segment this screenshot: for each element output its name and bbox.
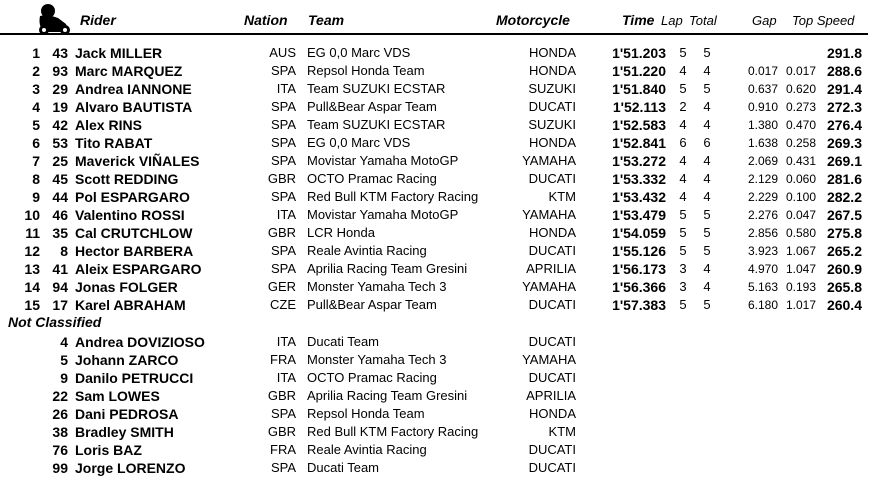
gap-leader-cell: 2.856 xyxy=(747,226,778,240)
gap-leader-cell: 3.923 xyxy=(747,244,778,258)
position-cell: 9 xyxy=(32,189,40,205)
rider-number-cell: 9 xyxy=(60,370,68,386)
rider-number-cell: 5 xyxy=(60,352,68,368)
motorcycle-cell: KTM xyxy=(548,189,576,204)
time-cell: 1'52.583 xyxy=(612,117,666,133)
motorcycle-cell: APRILIA xyxy=(526,261,576,276)
gap-leader-cell: 5.163 xyxy=(747,280,778,294)
top-speed-cell: 260.4 xyxy=(826,297,862,313)
nation-cell: FRA xyxy=(270,442,296,457)
table-row xyxy=(0,388,878,406)
top-speed-cell: 265.2 xyxy=(826,243,862,259)
nation-cell: SPA xyxy=(270,135,296,150)
gap-previous-cell: 0.100 xyxy=(785,190,816,204)
time-cell: 1'56.173 xyxy=(612,261,666,277)
header-total: Total xyxy=(689,13,717,28)
header-nation: Nation xyxy=(244,12,288,28)
total-laps-cell: 4 xyxy=(703,171,711,186)
gap-leader-cell: 2.276 xyxy=(747,208,778,222)
motorcycle-cell: YAMAHA xyxy=(522,153,576,168)
lap-cell: 6 xyxy=(679,135,687,150)
rider-number-cell: 19 xyxy=(52,99,68,115)
header-divider xyxy=(0,33,868,35)
rider-name-cell: Sam LOWES xyxy=(75,388,160,404)
table-row xyxy=(0,297,878,315)
total-laps-cell: 4 xyxy=(703,153,711,168)
team-cell: Team SUZUKI ECSTAR xyxy=(307,81,446,96)
motorcycle-cell: HONDA xyxy=(529,45,576,60)
rider-number-cell: 41 xyxy=(52,261,68,277)
rider-name-cell: Scott REDDING xyxy=(75,171,179,187)
time-cell: 1'51.840 xyxy=(612,81,666,97)
table-row xyxy=(0,424,878,442)
motorcycle-cell: HONDA xyxy=(529,406,576,421)
rider-name-cell: Danilo PETRUCCI xyxy=(75,370,194,386)
motorcycle-cell: YAMAHA xyxy=(522,352,576,367)
top-speed-cell: 265.8 xyxy=(826,279,862,295)
top-speed-cell: 272.3 xyxy=(826,99,862,115)
gap-previous-cell: 0.193 xyxy=(785,280,816,294)
motorcycle-cell: DUCATI xyxy=(528,297,576,312)
position-cell: 13 xyxy=(24,261,40,277)
time-cell: 1'53.479 xyxy=(612,207,666,223)
not-classified-heading: Not Classified xyxy=(8,314,102,330)
top-speed-cell: 269.3 xyxy=(826,135,862,151)
gap-previous-cell: 0.060 xyxy=(785,172,816,186)
nation-cell: SPA xyxy=(270,117,296,132)
team-cell: Red Bull KTM Factory Racing xyxy=(307,189,479,204)
nation-cell: GBR xyxy=(267,388,296,403)
header-motorcycle: Motorcycle xyxy=(496,12,570,28)
top-speed-cell: 291.8 xyxy=(826,45,862,61)
rider-number-cell: 22 xyxy=(52,388,68,404)
top-speed-cell: 267.5 xyxy=(826,207,862,223)
position-cell: 8 xyxy=(32,171,40,187)
total-laps-cell: 4 xyxy=(703,279,711,294)
rider-number-cell: 99 xyxy=(52,460,68,476)
team-cell: Pull&Bear Aspar Team xyxy=(307,99,437,114)
motorcycle-cell: YAMAHA xyxy=(522,207,576,222)
nation-cell: AUS xyxy=(269,45,296,60)
header-top-speed: Top Speed xyxy=(792,13,855,28)
rider-name-cell: Andrea DOVIZIOSO xyxy=(75,334,205,350)
motorcycle-cell: DUCATI xyxy=(528,99,576,114)
table-row xyxy=(0,370,878,388)
table-row xyxy=(0,225,878,243)
team-cell: OCTO Pramac Racing xyxy=(307,370,437,385)
rider-name-cell: Maverick VIÑALES xyxy=(75,153,200,169)
table-row xyxy=(0,117,878,135)
lap-cell: 3 xyxy=(679,261,687,276)
team-cell: Reale Avintia Racing xyxy=(307,243,427,258)
gap-leader-cell: 0.637 xyxy=(747,82,778,96)
table-row xyxy=(0,460,878,478)
nation-cell: ITA xyxy=(276,370,296,385)
nation-cell: GER xyxy=(267,279,296,294)
team-cell: Ducati Team xyxy=(307,460,380,475)
total-laps-cell: 4 xyxy=(703,63,711,78)
gap-previous-cell: 0.470 xyxy=(785,118,816,132)
motorcycle-cell: SUZUKI xyxy=(528,117,576,132)
team-cell: EG 0,0 Marc VDS xyxy=(307,135,411,150)
position-cell: 15 xyxy=(24,297,40,313)
top-speed-cell: 291.4 xyxy=(826,81,862,97)
lap-cell: 4 xyxy=(679,171,687,186)
nation-cell: SPA xyxy=(270,189,296,204)
team-cell: Movistar Yamaha MotoGP xyxy=(307,207,459,222)
total-laps-cell: 4 xyxy=(703,99,711,114)
position-cell: 11 xyxy=(25,225,40,241)
table-row xyxy=(0,153,878,171)
time-cell: 1'51.203 xyxy=(612,45,666,61)
rider-number-cell: 93 xyxy=(52,63,68,79)
motorcycle-cell: HONDA xyxy=(529,135,576,150)
nation-cell: SPA xyxy=(270,261,296,276)
nation-cell: CZE xyxy=(270,297,296,312)
rider-number-cell: 38 xyxy=(52,424,68,440)
top-speed-cell: 260.9 xyxy=(826,261,862,277)
team-cell: EG 0,0 Marc VDS xyxy=(307,45,411,60)
nation-cell: GBR xyxy=(267,171,296,186)
table-row xyxy=(0,189,878,207)
rider-name-cell: Aleix ESPARGARO xyxy=(75,261,202,277)
top-speed-cell: 281.6 xyxy=(826,171,862,187)
rider-name-cell: Jack MILLER xyxy=(75,45,163,61)
rider-number-cell: 45 xyxy=(52,171,68,187)
header-gap: Gap xyxy=(752,13,777,28)
team-cell: Aprilia Racing Team Gresini xyxy=(307,388,468,403)
gap-previous-cell: 0.273 xyxy=(785,100,816,114)
lap-cell: 5 xyxy=(679,207,687,222)
header-lap: Lap xyxy=(661,13,683,28)
rider-number-cell: 25 xyxy=(52,153,68,169)
motorcycle-cell: YAMAHA xyxy=(522,279,576,294)
rider-name-cell: Pol ESPARGARO xyxy=(75,189,190,205)
position-cell: 3 xyxy=(32,81,40,97)
time-cell: 1'55.126 xyxy=(612,243,666,259)
rider-name-cell: Alvaro BAUTISTA xyxy=(75,99,193,115)
rider-name-cell: Valentino ROSSI xyxy=(75,207,185,223)
team-cell: Pull&Bear Aspar Team xyxy=(307,297,437,312)
time-cell: 1'51.220 xyxy=(612,63,666,79)
gap-previous-cell: 0.580 xyxy=(785,226,816,240)
team-cell: Monster Yamaha Tech 3 xyxy=(307,352,447,367)
motorcycle-cell: KTM xyxy=(548,424,576,439)
lap-cell: 5 xyxy=(679,297,687,312)
gap-leader-cell: 4.970 xyxy=(747,262,778,276)
team-cell: Repsol Honda Team xyxy=(307,63,425,78)
team-cell: Monster Yamaha Tech 3 xyxy=(307,279,447,294)
position-cell: 7 xyxy=(32,153,40,169)
motorcycle-cell: DUCATI xyxy=(528,171,576,186)
motorcycle-cell: DUCATI xyxy=(528,243,576,258)
gap-previous-cell: 1.017 xyxy=(785,298,816,312)
gap-previous-cell: 0.431 xyxy=(785,154,816,168)
position-cell: 14 xyxy=(24,279,40,295)
rider-name-cell: Hector BARBERA xyxy=(75,243,194,259)
rider-number-cell: 94 xyxy=(52,279,68,295)
total-laps-cell: 4 xyxy=(703,261,711,276)
lap-cell: 5 xyxy=(679,243,687,258)
position-cell: 5 xyxy=(32,117,40,133)
total-laps-cell: 5 xyxy=(703,297,711,312)
gap-previous-cell: 0.620 xyxy=(785,82,816,96)
lap-cell: 4 xyxy=(679,189,687,204)
lap-cell: 4 xyxy=(679,117,687,132)
table-row xyxy=(0,171,878,189)
gap-previous-cell: 1.047 xyxy=(785,262,816,276)
nation-cell: SPA xyxy=(270,153,296,168)
gap-previous-cell: 1.067 xyxy=(785,244,816,258)
rider-number-cell: 8 xyxy=(60,243,68,259)
team-cell: LCR Honda xyxy=(307,225,375,240)
nation-cell: GBR xyxy=(267,424,296,439)
gap-leader-cell: 0.910 xyxy=(747,100,778,114)
table-row xyxy=(0,243,878,261)
rider-number-cell: 29 xyxy=(52,81,68,97)
rider-number-cell: 42 xyxy=(52,117,68,133)
nation-cell: SPA xyxy=(270,243,296,258)
team-cell: Ducati Team xyxy=(307,334,380,349)
position-cell: 6 xyxy=(32,135,40,151)
gap-leader-cell: 1.638 xyxy=(747,136,778,150)
total-laps-cell: 5 xyxy=(703,225,711,240)
header-rider: Rider xyxy=(80,12,116,28)
time-cell: 1'54.059 xyxy=(612,225,666,241)
motorcycle-cell: HONDA xyxy=(529,225,576,240)
nation-cell: SPA xyxy=(270,460,296,475)
top-speed-cell: 282.2 xyxy=(826,189,862,205)
table-row xyxy=(0,99,878,117)
rider-name-cell: Andrea IANNONE xyxy=(75,81,192,97)
time-cell: 1'52.841 xyxy=(612,135,666,151)
total-laps-cell: 5 xyxy=(703,81,711,96)
rider-name-cell: Alex RINS xyxy=(75,117,142,133)
table-row xyxy=(0,63,878,81)
rider-number-cell: 53 xyxy=(52,135,68,151)
rider-name-cell: Jonas FOLGER xyxy=(75,279,178,295)
rider-name-cell: Cal CRUTCHLOW xyxy=(75,225,193,241)
time-cell: 1'53.272 xyxy=(612,153,666,169)
rider-name-cell: Marc MARQUEZ xyxy=(75,63,183,79)
lap-cell: 4 xyxy=(679,153,687,168)
position-cell: 1 xyxy=(32,45,40,61)
lap-cell: 5 xyxy=(679,81,687,96)
gap-previous-cell: 0.047 xyxy=(785,208,816,222)
time-cell: 1'53.432 xyxy=(612,189,666,205)
rider-name-cell: Dani PEDROSA xyxy=(75,406,179,422)
rider-number-cell: 17 xyxy=(52,297,68,313)
table-row xyxy=(0,442,878,460)
top-speed-cell: 269.1 xyxy=(826,153,862,169)
position-cell: 10 xyxy=(24,207,40,223)
table-row xyxy=(0,135,878,153)
nation-cell: ITA xyxy=(276,207,296,222)
rider-number-cell: 26 xyxy=(52,406,68,422)
rider-name-cell: Jorge LORENZO xyxy=(75,460,186,476)
table-row xyxy=(0,334,878,352)
position-cell: 4 xyxy=(32,99,40,115)
gap-previous-cell: 0.258 xyxy=(785,136,816,150)
team-cell: Team SUZUKI ECSTAR xyxy=(307,117,446,132)
table-row xyxy=(0,279,878,297)
lap-cell: 5 xyxy=(679,225,687,240)
rider-helmet-icon xyxy=(34,2,74,36)
rider-number-cell: 35 xyxy=(52,225,68,241)
lap-cell: 3 xyxy=(679,279,687,294)
team-cell: Movistar Yamaha MotoGP xyxy=(307,153,459,168)
gap-leader-cell: 2.229 xyxy=(747,190,778,204)
team-cell: Red Bull KTM Factory Racing xyxy=(307,424,479,439)
table-row xyxy=(0,81,878,99)
motorcycle-cell: APRILIA xyxy=(526,388,576,403)
total-laps-cell: 4 xyxy=(703,117,711,132)
lap-cell: 5 xyxy=(679,45,687,60)
rider-name-cell: Loris BAZ xyxy=(75,442,142,458)
table-row xyxy=(0,45,878,63)
nation-cell: SPA xyxy=(270,99,296,114)
gap-leader-cell: 0.017 xyxy=(747,64,778,78)
gap-leader-cell: 1.380 xyxy=(747,118,778,132)
team-cell: OCTO Pramac Racing xyxy=(307,171,437,186)
motorcycle-cell: DUCATI xyxy=(528,334,576,349)
nation-cell: SPA xyxy=(270,406,296,421)
rider-number-cell: 46 xyxy=(52,207,68,223)
rider-number-cell: 44 xyxy=(52,189,68,205)
rider-name-cell: Johann ZARCO xyxy=(75,352,179,368)
motorcycle-cell: DUCATI xyxy=(528,370,576,385)
rider-name-cell: Karel ABRAHAM xyxy=(75,297,186,313)
position-cell: 12 xyxy=(24,243,40,259)
lap-cell: 4 xyxy=(679,63,687,78)
nation-cell: ITA xyxy=(276,81,296,96)
top-speed-cell: 288.6 xyxy=(826,63,862,79)
table-row xyxy=(0,352,878,370)
rider-name-cell: Bradley SMITH xyxy=(75,424,174,440)
time-cell: 1'56.366 xyxy=(612,279,666,295)
gap-leader-cell: 6.180 xyxy=(747,298,778,312)
team-cell: Reale Avintia Racing xyxy=(307,442,427,457)
rider-number-cell: 4 xyxy=(60,334,68,350)
header-team: Team xyxy=(308,12,345,28)
time-cell: 1'53.332 xyxy=(612,171,666,187)
total-laps-cell: 6 xyxy=(703,135,711,150)
table-row xyxy=(0,406,878,424)
nation-cell: SPA xyxy=(270,63,296,78)
rider-name-cell: Tito RABAT xyxy=(75,135,153,151)
rider-number-cell: 76 xyxy=(52,442,68,458)
nation-cell: GBR xyxy=(267,225,296,240)
total-laps-cell: 4 xyxy=(703,189,711,204)
motorcycle-cell: DUCATI xyxy=(528,460,576,475)
team-cell: Aprilia Racing Team Gresini xyxy=(307,261,468,276)
team-cell: Repsol Honda Team xyxy=(307,406,425,421)
top-speed-cell: 276.4 xyxy=(826,117,862,133)
lap-cell: 2 xyxy=(679,99,687,114)
gap-previous-cell: 0.017 xyxy=(785,64,816,78)
nation-cell: FRA xyxy=(270,352,296,367)
motorcycle-cell: HONDA xyxy=(529,63,576,78)
time-cell: 1'52.113 xyxy=(612,99,666,115)
table-row xyxy=(0,207,878,225)
rider-number-cell: 43 xyxy=(52,45,68,61)
total-laps-cell: 5 xyxy=(703,243,711,258)
position-cell: 2 xyxy=(32,63,40,79)
motorcycle-cell: SUZUKI xyxy=(528,81,576,96)
gap-leader-cell: 2.129 xyxy=(747,172,778,186)
total-laps-cell: 5 xyxy=(703,45,711,60)
nation-cell: ITA xyxy=(276,334,296,349)
header-time: Time xyxy=(622,12,655,28)
gap-leader-cell: 2.069 xyxy=(747,154,778,168)
top-speed-cell: 275.8 xyxy=(826,225,862,241)
table-row xyxy=(0,261,878,279)
total-laps-cell: 5 xyxy=(703,207,711,222)
time-cell: 1'57.383 xyxy=(612,297,666,313)
motorcycle-cell: DUCATI xyxy=(528,442,576,457)
